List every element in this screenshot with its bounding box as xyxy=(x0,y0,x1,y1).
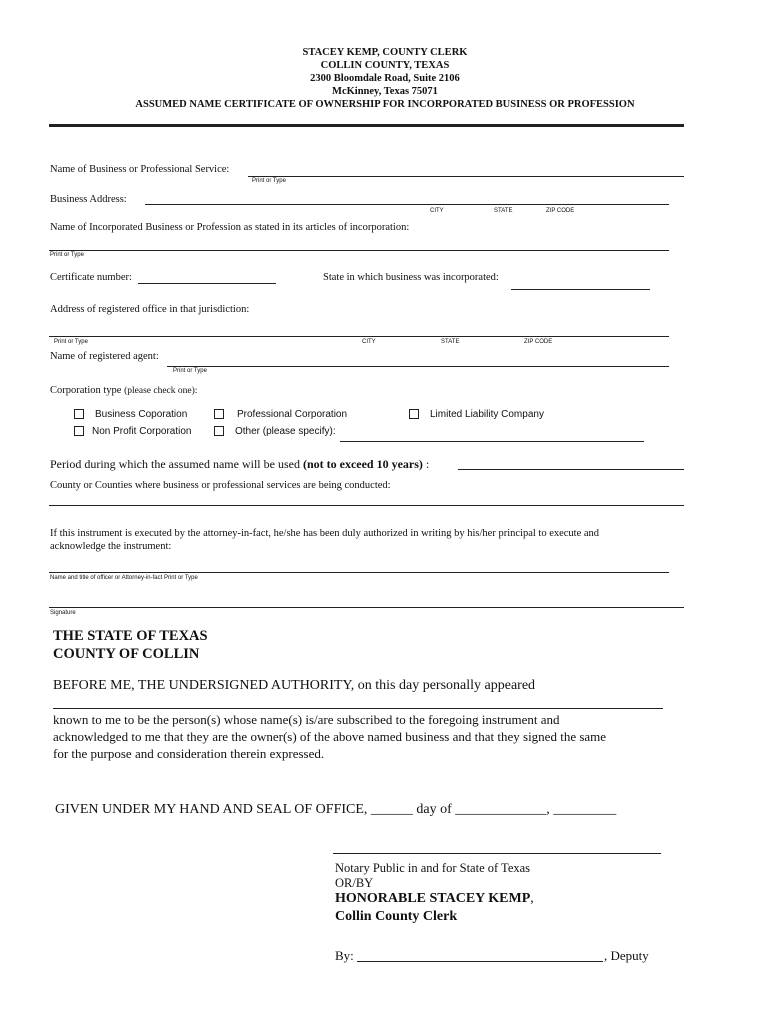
llc-checkbox[interactable] xyxy=(409,409,419,419)
registered-office-field[interactable] xyxy=(49,336,669,337)
business-name-field[interactable] xyxy=(248,176,684,177)
honorable-comma: , xyxy=(530,891,534,906)
professional-corporation-label: Professional Corporation xyxy=(237,409,348,420)
deputy-signature-field[interactable] xyxy=(357,961,603,962)
counties-label: County or Counties where business or professional services are being conducted: xyxy=(50,480,391,491)
incorporated-name-caption: Print or Type xyxy=(50,252,84,258)
known-text-line-2: acknowledged to me that they are the owner(s) of the above named business and that they signed the same xyxy=(53,729,607,744)
honorable-line xyxy=(335,891,534,907)
header-line-3: 2300 Bloomdale Road, Suite 2106 xyxy=(310,73,460,84)
signature-caption: Signature xyxy=(50,610,76,616)
certificate-number-field[interactable] xyxy=(138,283,276,284)
period-colon: : xyxy=(425,457,430,471)
corporation-type-label xyxy=(50,385,197,396)
business-name-caption: Print or Type xyxy=(252,178,286,184)
corporation-type-hint: (please check one): xyxy=(124,386,198,396)
appeared-name-field[interactable] xyxy=(53,708,663,709)
header-line-2: COLLIN COUNTY, TEXAS xyxy=(320,60,450,71)
period-label xyxy=(50,457,429,472)
notary-signature-field[interactable] xyxy=(333,853,661,854)
incorporated-name-label: Name of Incorporated Business or Profession as stated in its articles of incorporation: xyxy=(50,222,410,233)
other-checkbox[interactable] xyxy=(214,426,224,436)
deputy-label: , Deputy xyxy=(604,948,649,963)
business-name-label: Name of Business or Professional Service: xyxy=(50,164,230,175)
state-incorporated-label: State in which business was incorporated: xyxy=(323,272,499,283)
professional-corporation-checkbox[interactable] xyxy=(214,409,224,419)
registered-agent-field[interactable] xyxy=(167,366,669,367)
incorporated-name-field[interactable] xyxy=(49,250,669,251)
attorney-text-line-1: If this instrument is executed by the attorney-in-fact, he/she has been duly authorized in writing by his/her principal to execute and xyxy=(50,528,600,539)
registered-agent-caption: Print or Type xyxy=(173,368,207,374)
registered-office-zip-caption: ZIP CODE xyxy=(524,339,553,345)
given-under-text: GIVEN UNDER MY HAND AND SEAL OF OFFICE, ______ day of _____________, _________ xyxy=(55,802,617,817)
registered-agent-label: Name of registered agent: xyxy=(50,351,159,362)
header-line-4: McKinney, Texas 75071 xyxy=(332,86,438,97)
county-of-collin: COUNTY OF COLLIN xyxy=(53,646,200,662)
period-field[interactable] xyxy=(458,469,684,470)
business-address-state-caption: STATE xyxy=(494,208,513,214)
non-profit-label: Non Profit Corporation xyxy=(92,426,192,437)
state-of-texas: THE STATE OF TEXAS xyxy=(53,628,208,644)
other-specify-field[interactable] xyxy=(340,441,644,442)
state-incorporated-field[interactable] xyxy=(511,289,650,290)
other-label: Other (please specify): xyxy=(235,426,336,437)
certificate-number-label: Certificate number: xyxy=(50,272,132,283)
business-address-city-caption: CITY xyxy=(430,208,444,214)
or-by-text: OR/BY xyxy=(335,876,374,890)
business-corporation-label: Business Coporation xyxy=(95,409,188,420)
attorney-text-line-2: acknowledge the instrument: xyxy=(50,541,172,552)
business-corporation-checkbox[interactable] xyxy=(74,409,84,419)
by-label: By: xyxy=(335,948,354,963)
registered-office-state-caption: STATE xyxy=(441,339,460,345)
form-title: ASSUMED NAME CERTIFICATE OF OWNERSHIP FOR INCORPORATED BUSINESS OR PROFESSION xyxy=(135,99,635,110)
non-profit-checkbox[interactable] xyxy=(74,426,84,436)
registered-office-city-caption: CITY xyxy=(362,339,376,345)
corporation-type-text: Corporation type xyxy=(50,385,122,396)
counties-field[interactable] xyxy=(49,505,684,506)
business-address-field[interactable] xyxy=(145,204,669,205)
header-line-1: STACEY KEMP, COUNTY CLERK xyxy=(302,47,468,58)
officer-name-caption: Name and title of officer or Attorney-in-fact Print or Type xyxy=(50,575,198,581)
header-divider xyxy=(49,124,684,127)
before-me-text: BEFORE ME, THE UNDERSIGNED AUTHORITY, on this day personally appeared xyxy=(53,678,536,693)
business-address-zip-caption: ZIP CODE xyxy=(546,208,575,214)
county-clerk-title: Collin County Clerk xyxy=(335,909,458,924)
known-text-line-3: for the purpose and consideration therein expressed. xyxy=(53,746,325,761)
period-limit: (not to exceed 10 years) xyxy=(302,457,423,471)
known-text-line-1: known to me to be the person(s) whose name(s) is/are subscribed to the foregoing instrument and xyxy=(53,712,560,727)
period-text: Period during which the assumed name will be used xyxy=(50,457,300,471)
registered-office-label: Address of registered office in that jurisdiction: xyxy=(50,304,250,315)
officer-name-field[interactable] xyxy=(49,572,669,573)
signature-field[interactable] xyxy=(49,607,684,608)
registered-office-caption: Print or Type xyxy=(54,339,88,345)
business-address-label: Business Address: xyxy=(50,194,127,205)
llc-label: Limited Liability Company xyxy=(430,409,544,420)
honorable-name: HONORABLE STACEY KEMP xyxy=(335,891,531,906)
notary-public-text: Notary Public in and for State of Texas xyxy=(335,861,531,875)
